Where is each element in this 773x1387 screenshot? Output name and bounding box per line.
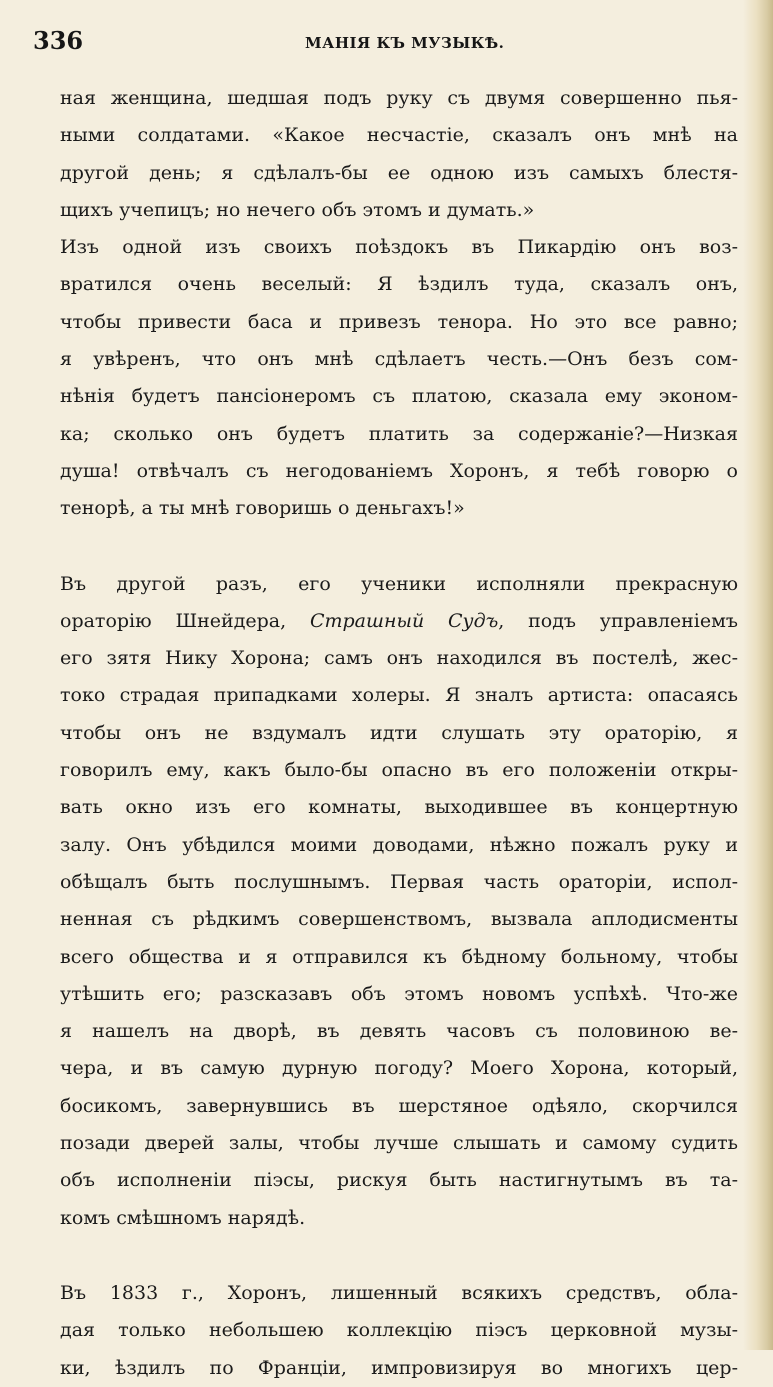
paragraph-gap [60,528,738,566]
text-line: токо страдая припадками холеры. Я зналъ артиста: опасаясь [60,684,738,707]
text-line: тенорѣ, а ты мнѣ говоришь о деньгахъ!» [60,497,465,520]
text-line: чтобы онъ не вздумалъ идти слушать эту ораторію, я [60,721,738,744]
text-line: вать окно изъ его комнаты, выходившее въ концертную [60,796,738,819]
text-line: щихъ учепицъ; но нечего объ этомъ и думать.» [60,198,535,221]
text-line: ная женщина, шедшая подъ руку съ двумя совершенно пья- [60,87,738,109]
text-line: ораторію Шнейдера, Страшный Судъ, подъ управленіемъ [60,609,738,632]
text-line: его зятя Нику Хорона; самъ онъ находился въ постелѣ, жес- [60,647,738,670]
text-line: душа! отвѣчалъ съ негодованіемъ Хоронъ, я тебѣ говорю о [60,459,738,482]
text-line: обѣщалъ быть послушнымъ. Первая часть ораторіи, испол- [60,870,738,893]
paragraph [60,566,738,1237]
text-line: я увѣренъ, что онъ мнѣ сдѣлаетъ честь.—Онъ безъ сом- [60,348,738,371]
page-body [60,80,738,1387]
paragraph [60,229,738,527]
text-line: залу. Онъ убѣдился моими доводами, нѣжно пожалъ руку и [60,833,738,856]
italic-title: Страшный Судъ [309,609,499,632]
running-title: МАНІЯ КЪ МУЗЫКѢ. [305,34,505,52]
text-line: другой день; я сдѣлалъ-бы ее одною изъ самыхъ блестя- [60,161,738,184]
text-line: чера, и въ самую дурную погоду? Моего Хорона, который, [60,1057,738,1080]
text-line: Изъ одной изъ своихъ поѣздокъ въ Пикардію онъ воз- [60,236,738,259]
text-line: ненная съ рѣдкимъ совершенствомъ, вызвала аплодисменты [60,908,738,931]
text-line: нѣнія будетъ пансіонеромъ съ платою, сказала ему эконом- [60,385,738,408]
text-line: Въ 1833 г., Хоронъ, лишенный всякихъ средствъ, обла- [60,1281,738,1304]
text-line: ки, ѣздилъ по Франціи, импровизируя во многихъ цер- [60,1356,738,1379]
paragraph [60,1275,738,1387]
page-edge-shadow [743,0,773,1350]
paragraph-gap [60,1237,738,1275]
page-number: 336 [33,26,84,55]
text-line: объ исполненіи піэсы, рискуя быть настигнутымъ въ та- [60,1169,738,1192]
text-line: комъ смѣшномъ нарядѣ. [60,1206,306,1229]
paragraph [60,80,738,229]
text-line: я нашелъ на дворѣ, въ девять часовъ съ половиною ве- [60,1020,738,1043]
text-line: всего общества и я отправился къ бѣдному больному, чтобы [60,945,738,968]
text-line: ка; сколько онъ будетъ платить за содержаніе?—Низкая [60,422,738,445]
text-line: вратился очень веселый: Я ѣздилъ туда, сказалъ онъ, [60,273,738,296]
text-line: чтобы привести баса и привезъ тенора. Но это все равно; [60,310,738,333]
text-line: дая только небольшею коллекцію піэсъ церковной музы- [60,1319,738,1342]
text-line: Въ другой разъ, его ученики исполняли прекрасную [60,572,738,595]
text-line: босикомъ, завернувшись въ шерстяное одѣяло, скорчился [60,1094,738,1117]
text-line: позади дверей залы, чтобы лучше слышать и самому судить [60,1132,738,1155]
text-line: утѣшить его; разсказавъ объ этомъ новомъ успѣхѣ. Что-же [60,982,738,1005]
running-header [0,26,773,60]
text-line: ными солдатами. «Какое несчастіе, сказалъ онъ мнѣ на [60,124,738,147]
text-line: говорилъ ему, какъ было-бы опасно въ его положеніи откры- [60,759,738,782]
